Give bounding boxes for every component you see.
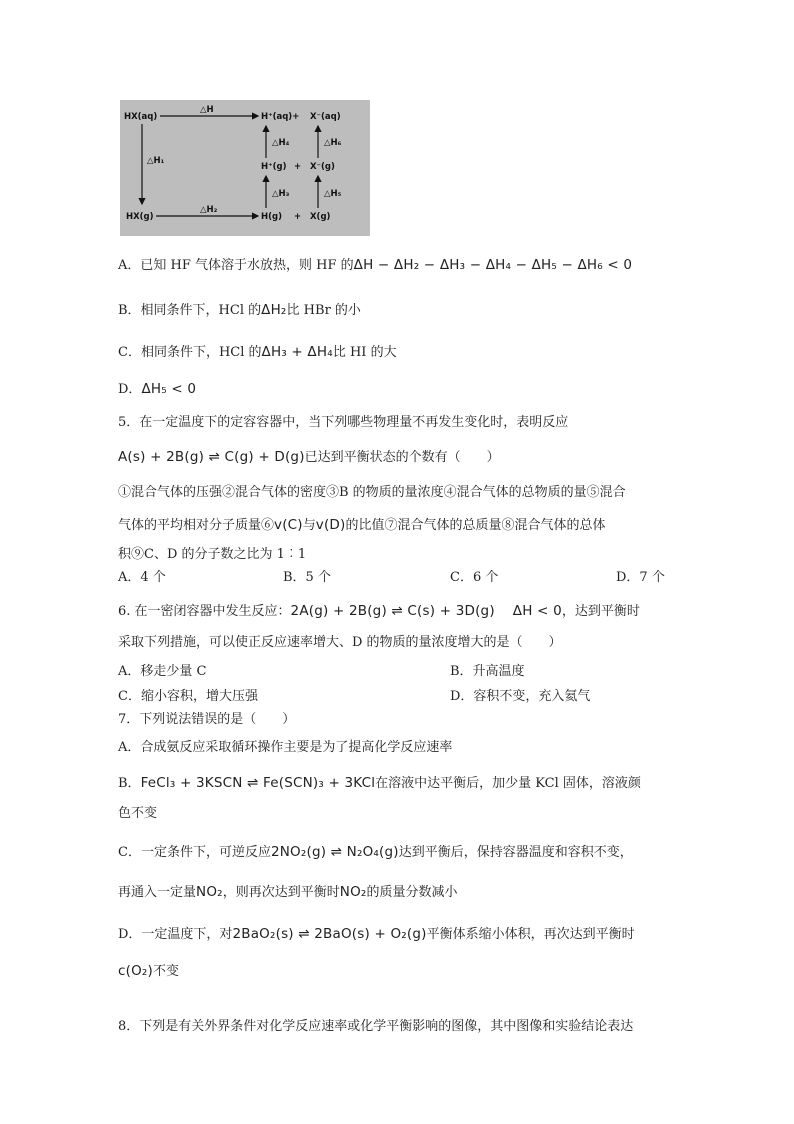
- q5-option-c: C．6 个: [450, 570, 499, 585]
- q4-a-text: A．已知 HF 气体溶于水放热，则 HF 的: [118, 258, 354, 273]
- q4-b-math: ΔH₂: [261, 302, 287, 318]
- q4-b-text: B．相同条件下，HCl 的: [118, 303, 262, 318]
- q4-c-math: ΔH₃ + ΔH₄: [261, 344, 333, 360]
- dh3-label: △H₃: [272, 189, 290, 199]
- q7-option-b: [118, 774, 641, 793]
- q7-d-prefix: D．一定温度下，对: [118, 927, 233, 942]
- h-plus-aq-label: H⁺(aq)+: [261, 112, 300, 122]
- q7-c-line2-b: ，则再次达到平衡时: [222, 885, 340, 900]
- q5-items-line2: [118, 516, 606, 535]
- q7-d-math: 2BaO₂(s) ⇌ 2BaO(s) + O₂(g): [232, 926, 427, 942]
- q5-vc: v(C): [274, 517, 303, 533]
- q7-option-d: [118, 925, 635, 944]
- q5-option-b: B．5 个: [283, 570, 331, 585]
- q7-b-math: FeCl₃ + 3KSCN ⇌ Fe(SCN)₃ + 3KCl: [140, 775, 376, 791]
- q7-c-math: 2NO₂(g) ⇌ N₂O₄(g): [270, 844, 399, 860]
- q7-d-line2-suffix: 不变: [153, 964, 180, 979]
- q4-d-math: ΔH₅ < 0: [141, 381, 197, 397]
- q4-option-b: [118, 301, 361, 320]
- q5-option-a: A．4 个: [118, 570, 166, 585]
- x-g-label: X(g): [310, 212, 331, 222]
- dh5-label: △H₅: [324, 189, 342, 199]
- q6-stem: 6. 在一密闭容器中发生反应：: [118, 604, 291, 619]
- q8-stem: 8．下列是有关外界条件对化学反应速率或化学平衡影响的图像，其中图像和实验结论表达: [118, 1019, 634, 1034]
- x-minus-g-label: X⁻(g): [310, 162, 335, 172]
- plus-sign: +: [294, 162, 302, 172]
- q5-vd: v(D): [315, 517, 346, 533]
- q7-option-a: A．合成氨反应采取循环操作主要是为了提高化学反应速率: [118, 740, 453, 755]
- q5-reaction-suffix: 已达到平衡状态的个数有（ ）: [304, 450, 500, 465]
- q7-c-no2: NO₂: [196, 884, 223, 900]
- q6-dh: ΔH < 0: [512, 603, 562, 619]
- hx-g-label: HX(g): [126, 212, 154, 222]
- q7-stem: 7．下列说法错误的是（ ）: [118, 712, 296, 727]
- q7-b-suffix: 在溶液中达平衡后，加少量 KCl 固体，溶液颜: [375, 776, 641, 791]
- q7-d-co2: c(O₂): [118, 963, 153, 979]
- q6-stem-suffix: ，达到平衡时: [561, 604, 640, 619]
- q5-reaction: A(s) + 2B(g) ⇌ C(g) + D(g): [118, 449, 305, 465]
- q4-d-text: D．: [118, 382, 142, 397]
- q5-items-line1: ①混合气体的压强②混合气体的密度③B 的物质的量浓度④混合气体的总物质的量⑤混合: [118, 485, 626, 500]
- q7-c-prefix: C．一定条件下，可逆反应: [118, 845, 271, 860]
- q7-option-c-line2: [118, 883, 458, 902]
- q6-stem-line2: 采取下列措施，可以使正反应速率增大、D 的物质的量浓度增大的是（ ）: [118, 635, 562, 650]
- q4-b-suffix: 比 HBr 的小: [286, 303, 361, 318]
- q4-a-math: ΔH − ΔH₂ − ΔH₃ − ΔH₄ − ΔH₅ − ΔH₆ < 0: [353, 257, 633, 273]
- q5-items-line3: 积⑨C、D 的分子数之比为 1︰1: [118, 547, 307, 562]
- dh2-label: △H₂: [200, 205, 218, 215]
- q6-option-c: C．缩小容积，增大压强: [118, 689, 258, 704]
- dh1-label: △H₁: [147, 156, 165, 166]
- dh4-label: △H₄: [272, 138, 290, 148]
- q7-d-suffix: 平衡体系缩小体积，再次达到平衡时: [426, 927, 635, 942]
- q5-items-line2-b: 的比值⑦混合气体的总质量⑧混合气体的总体: [345, 518, 606, 533]
- q4-c-text: C．相同条件下，HCl 的: [118, 345, 262, 360]
- q5-reaction-line: [118, 448, 500, 467]
- q7-c-no2b: NO₂: [339, 884, 367, 900]
- q7-c-line2-c: 的质量分数减小: [366, 885, 458, 900]
- q4-option-d: [118, 380, 196, 399]
- q7-option-d-line2: [118, 962, 179, 981]
- cycle-svg: [120, 100, 370, 236]
- dh6-label: △H₆: [324, 138, 342, 148]
- x-minus-aq-label: X⁻(aq): [310, 112, 341, 122]
- hx-aq-label: HX(aq): [124, 112, 158, 122]
- q5-with: 与: [302, 518, 316, 533]
- q4-option-c: [118, 343, 397, 362]
- q7-option-b-line2: 色不变: [118, 806, 158, 821]
- q4-option-a: [118, 256, 632, 275]
- q5-items-line2-a: 气体的平均相对分子质量⑥: [118, 518, 275, 533]
- q7-c-line2-a: 再通入一定量: [118, 885, 197, 900]
- q5-stem: 5．在一定温度下的定容容器中，当下列哪些物理量不再发生变化时，表明反应: [118, 415, 569, 430]
- q7-option-c: [118, 843, 633, 862]
- q6-option-b: B．升高温度: [450, 664, 525, 679]
- q5-option-d: D．7 个: [616, 570, 665, 585]
- dh-label: △H: [200, 105, 214, 115]
- q6-reaction: 2A(g) + 2B(g) ⇌ C(s) + 3D(g): [290, 603, 495, 619]
- plus-sign-2: +: [294, 212, 302, 222]
- q6-stem-line1: [118, 602, 640, 621]
- q7-b-prefix: B．: [118, 776, 141, 791]
- q6-option-a: A．移走少量 C: [118, 664, 207, 679]
- thermochemical-cycle-diagram: [120, 100, 370, 236]
- h-g-label: H(g): [261, 212, 282, 222]
- q6-option-d: D．容积不变，充入氦气: [450, 689, 591, 704]
- h-plus-g-label: H⁺(g): [261, 162, 287, 172]
- q4-c-suffix: 比 HI 的大: [332, 345, 397, 360]
- q7-c-suffix: 达到平衡后，保持容器温度和容积不变，: [398, 845, 633, 860]
